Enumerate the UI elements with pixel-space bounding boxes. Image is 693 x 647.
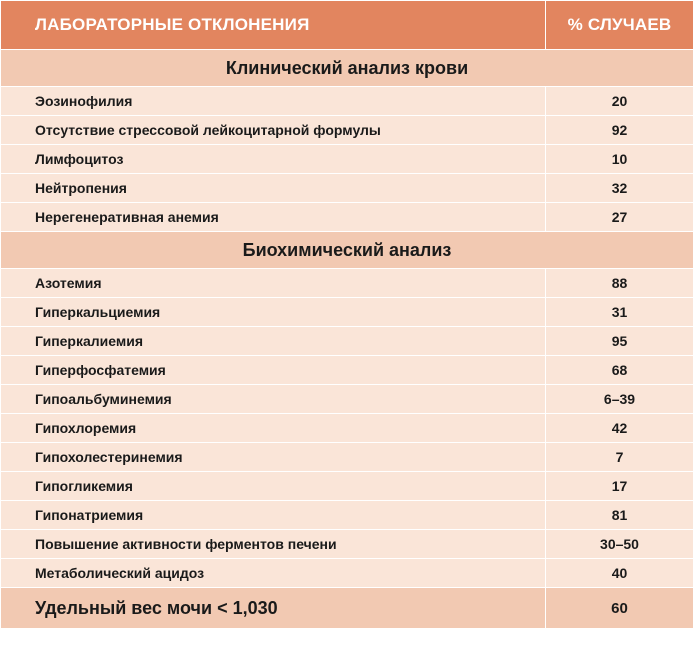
abnormality-name: Эозинофилия <box>1 87 546 116</box>
table-row <box>1 327 693 356</box>
section-title: Биохимический анализ <box>1 232 693 269</box>
abnormality-name: Нерегенеративная анемия <box>1 203 546 232</box>
percent-value: 68 <box>546 356 693 385</box>
table-row <box>1 269 693 298</box>
header-row <box>1 1 693 50</box>
table-row <box>1 530 693 559</box>
table-row <box>1 356 693 385</box>
abnormality-name: Гиперкалиемия <box>1 327 546 356</box>
percent-value: 60 <box>546 588 693 629</box>
percent-value: 81 <box>546 501 693 530</box>
table-row <box>1 385 693 414</box>
percent-value: 20 <box>546 87 693 116</box>
abnormality-name: Удельный вес мочи < 1,030 <box>1 588 546 629</box>
table-row <box>1 559 693 588</box>
abnormality-name: Гиперкальциемия <box>1 298 546 327</box>
table-row <box>1 414 693 443</box>
percent-value: 32 <box>546 174 693 203</box>
percent-value: 88 <box>546 269 693 298</box>
abnormality-name: Гипохолестеринемия <box>1 443 546 472</box>
percent-value: 7 <box>546 443 693 472</box>
header-percent-cases: % СЛУЧАЕВ <box>546 1 693 50</box>
header-lab-abnormalities: ЛАБОРАТОРНЫЕ ОТКЛОНЕНИЯ <box>1 1 546 50</box>
table-row <box>1 203 693 232</box>
percent-value: 95 <box>546 327 693 356</box>
table-row <box>1 501 693 530</box>
table-row <box>1 472 693 501</box>
percent-value: 31 <box>546 298 693 327</box>
abnormality-name: Гипогликемия <box>1 472 546 501</box>
table-row <box>1 298 693 327</box>
percent-value: 92 <box>546 116 693 145</box>
percent-value: 42 <box>546 414 693 443</box>
percent-value: 10 <box>546 145 693 174</box>
percent-value: 17 <box>546 472 693 501</box>
abnormality-name: Гипохлоремия <box>1 414 546 443</box>
abnormality-name: Гипоальбуминемия <box>1 385 546 414</box>
table-body <box>1 50 693 629</box>
abnormality-name: Гипонатриемия <box>1 501 546 530</box>
abnormality-name: Отсутствие стрессовой лейкоцитарной формулы <box>1 116 546 145</box>
table-row <box>1 174 693 203</box>
abnormality-name: Азотемия <box>1 269 546 298</box>
abnormality-name: Лимфоцитоз <box>1 145 546 174</box>
table-row <box>1 443 693 472</box>
abnormality-name: Метаболический ацидоз <box>1 559 546 588</box>
section-title: Клинический анализ крови <box>1 50 693 87</box>
percent-value: 40 <box>546 559 693 588</box>
section-header-row <box>1 50 693 87</box>
table-row <box>1 116 693 145</box>
percent-value: 6–39 <box>546 385 693 414</box>
abnormality-name: Повышение активности ферментов печени <box>1 530 546 559</box>
abnormality-name: Нейтропения <box>1 174 546 203</box>
final-row <box>1 588 693 629</box>
table-row <box>1 87 693 116</box>
percent-value: 27 <box>546 203 693 232</box>
section-header-row <box>1 232 693 269</box>
table-row <box>1 145 693 174</box>
abnormality-name: Гиперфосфатемия <box>1 356 546 385</box>
percent-value: 30–50 <box>546 530 693 559</box>
